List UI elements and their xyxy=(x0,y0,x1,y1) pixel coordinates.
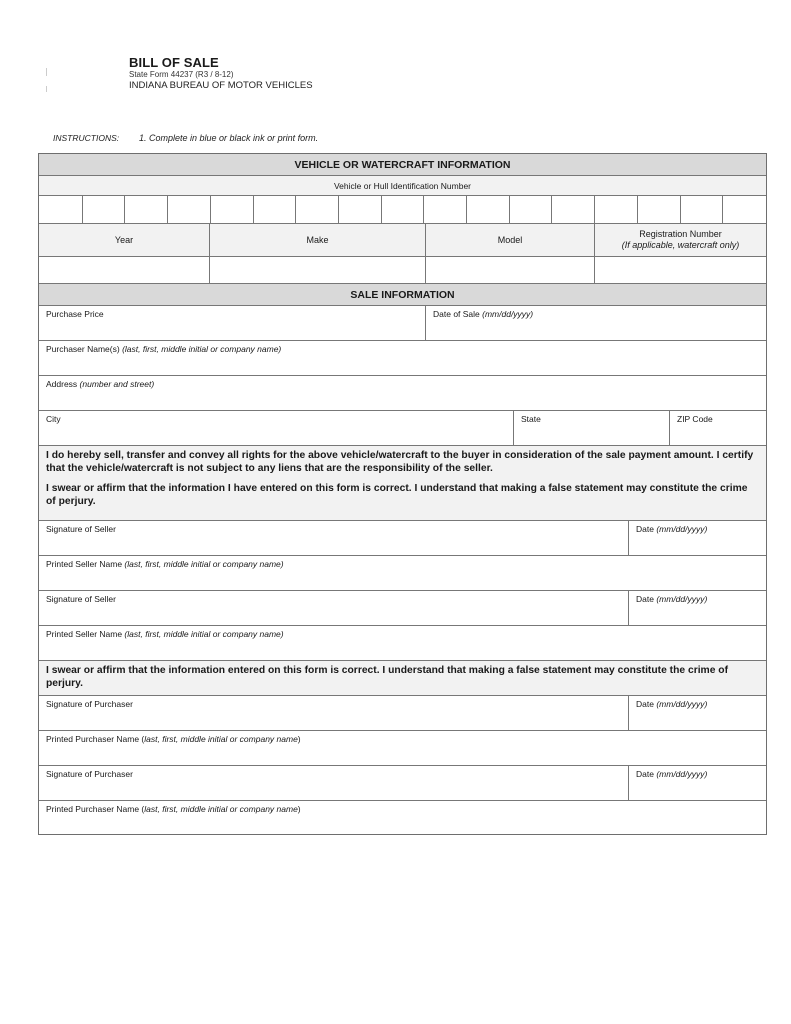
vin-character-cell[interactable] xyxy=(680,196,722,223)
sale-section-header xyxy=(39,284,766,306)
seller-signature-label: Signature of Seller xyxy=(46,594,116,604)
vin-character-cell[interactable] xyxy=(124,196,167,223)
price-date-row xyxy=(39,306,766,341)
year-field[interactable] xyxy=(39,257,209,283)
vehicle-columns-inputs xyxy=(39,257,766,284)
seller-signature-field-1[interactable] xyxy=(39,521,628,555)
vehicle-section-header xyxy=(39,154,766,176)
address-label: Address xyxy=(46,379,80,389)
date-hint: (mm/dd/yyyy) xyxy=(656,699,708,709)
vin-character-cell[interactable] xyxy=(338,196,381,223)
purchaser-signature-row-1 xyxy=(39,696,766,731)
date-of-sale-field[interactable] xyxy=(425,306,766,340)
purchaser-signature-label: Signature of Purchaser xyxy=(46,769,133,779)
make-header xyxy=(209,224,425,256)
purchase-price-field[interactable] xyxy=(39,306,425,340)
vin-character-cell[interactable] xyxy=(381,196,423,223)
printed-seller-name-hint: (last, first, middle initial or company name) xyxy=(124,559,284,569)
vin-character-cell[interactable] xyxy=(722,196,765,223)
model-label: Model xyxy=(497,234,523,245)
vin-character-cell[interactable] xyxy=(509,196,551,223)
printed-purchaser-name-hint: last, first, middle initial or company name xyxy=(144,734,298,744)
registration-label: Registration Number xyxy=(639,229,722,239)
printed-seller-name-label: Printed Seller Name xyxy=(46,559,125,569)
purchaser-signature-row-2 xyxy=(39,766,766,801)
state-label: State xyxy=(521,414,541,424)
instructions-text: 1. Complete in blue or black ink or print form. xyxy=(139,133,319,143)
seller-certification-p2: I swear or affirm that the information I have entered on this form is correct. I understand that making a false statement may constitute the crime of perjury. xyxy=(46,483,748,507)
form-number: State Form 44237 (R3 / 8-12) xyxy=(129,70,234,79)
vin-character-cell[interactable] xyxy=(637,196,680,223)
seller-signature-row-1 xyxy=(39,521,766,556)
make-label: Make xyxy=(306,234,329,245)
vin-character-cell[interactable] xyxy=(82,196,124,223)
instructions-label: INSTRUCTIONS: xyxy=(53,133,120,143)
printed-purchaser-name-field-2[interactable] xyxy=(39,801,766,835)
vin-character-cell[interactable] xyxy=(39,196,82,223)
vin-character-cell[interactable] xyxy=(210,196,253,223)
vin-character-cell[interactable] xyxy=(594,196,637,223)
printed-purchaser-name-field-1[interactable] xyxy=(39,731,766,766)
purchaser-names-hint: (last, first, middle initial or company name) xyxy=(122,344,282,354)
instructions xyxy=(46,130,318,144)
seller-date-field-2[interactable] xyxy=(628,591,766,625)
vin-character-cell[interactable] xyxy=(466,196,509,223)
agency-name: INDIANA BUREAU OF MOTOR VEHICLES xyxy=(129,80,313,91)
city-label: City xyxy=(46,414,61,424)
address-field[interactable] xyxy=(39,376,766,411)
city-state-zip-row xyxy=(39,411,766,446)
paren-close: ) xyxy=(297,734,301,744)
vin-character-cell[interactable] xyxy=(295,196,338,223)
purchaser-signature-field-1[interactable] xyxy=(39,696,628,730)
form-title: BILL OF SALE xyxy=(129,55,219,70)
printed-seller-name-field-2[interactable] xyxy=(39,626,766,661)
date-hint: (mm/dd/yyyy) xyxy=(656,524,708,534)
date-label: Date xyxy=(636,699,657,709)
printed-purchaser-name-label: Printed Purchaser Name ( xyxy=(46,804,145,814)
registration-number-field[interactable] xyxy=(594,257,766,283)
date-label: Date xyxy=(636,594,657,604)
year-label: Year xyxy=(114,234,134,245)
printed-seller-name-label: Printed Seller Name xyxy=(46,629,125,639)
date-hint: (mm/dd/yyyy) xyxy=(656,769,708,779)
purchaser-signature-label: Signature of Purchaser xyxy=(46,699,133,709)
paren-close: ) xyxy=(297,804,301,814)
scan-marks xyxy=(46,68,50,96)
vin-label: Vehicle or Hull Identification Number xyxy=(333,180,471,191)
seller-signature-label: Signature of Seller xyxy=(46,524,116,534)
vin-character-cell[interactable] xyxy=(167,196,210,223)
zip-code-label: ZIP Code xyxy=(677,414,713,424)
seller-signature-field-2[interactable] xyxy=(39,591,628,625)
vin-character-cell[interactable] xyxy=(423,196,466,223)
year-header xyxy=(39,224,209,256)
vehicle-columns-header xyxy=(39,224,766,257)
purchaser-signature-field-2[interactable] xyxy=(39,766,628,800)
purchaser-certification xyxy=(39,661,766,696)
purchaser-names-field[interactable] xyxy=(39,341,766,376)
seller-signature-row-2 xyxy=(39,591,766,626)
vehicle-section-title: VEHICLE OR WATERCRAFT INFORMATION xyxy=(294,158,511,171)
registration-note: (If applicable, watercraft only) xyxy=(621,240,740,250)
model-field[interactable] xyxy=(425,257,594,283)
purchaser-date-field-2[interactable] xyxy=(628,766,766,800)
date-label: Date xyxy=(636,524,657,534)
date-of-sale-hint: (mm/dd/yyyy) xyxy=(482,309,534,319)
bill-of-sale-form xyxy=(38,153,767,835)
printed-purchaser-name-label: Printed Purchaser Name ( xyxy=(46,734,145,744)
seller-certification xyxy=(39,446,766,521)
sale-section-title: SALE INFORMATION xyxy=(350,288,455,301)
address-hint: (number and street) xyxy=(79,379,155,389)
form-header xyxy=(129,56,313,91)
city-field[interactable] xyxy=(39,411,513,445)
date-hint: (mm/dd/yyyy) xyxy=(656,594,708,604)
seller-date-field-1[interactable] xyxy=(628,521,766,555)
date-label: Date xyxy=(636,769,657,779)
printed-purchaser-name-hint: last, first, middle initial or company name xyxy=(144,804,298,814)
vin-label-row xyxy=(39,176,766,196)
purchaser-certification-text: I swear or affirm that the information entered on this form is correct. I understand that making a false statement may constitute the crime of perjury. xyxy=(46,665,729,689)
state-field[interactable] xyxy=(513,411,669,445)
registration-header xyxy=(594,224,766,256)
printed-seller-name-hint: (last, first, middle initial or company name) xyxy=(124,629,284,639)
zip-code-field[interactable] xyxy=(669,411,766,445)
vin-character-cell[interactable] xyxy=(253,196,295,223)
purchaser-date-field-1[interactable] xyxy=(628,696,766,730)
date-of-sale-label: Date of Sale xyxy=(433,309,483,319)
seller-certification-p1: I do hereby sell, transfer and convey all rights for the above vehicle/watercraft to the buyer in consideration of the sale payment amount. I certify that the vehicle/watercraft is not subject to any liens that are the responsibility of the seller. xyxy=(46,450,754,474)
vin-character-cell[interactable] xyxy=(551,196,594,223)
model-header xyxy=(425,224,594,256)
purchase-price-label: Purchase Price xyxy=(46,309,104,319)
make-field[interactable] xyxy=(209,257,425,283)
vin-grid xyxy=(39,196,766,224)
purchaser-names-label: Purchaser Name(s) xyxy=(46,344,123,354)
printed-seller-name-field-1[interactable] xyxy=(39,556,766,591)
